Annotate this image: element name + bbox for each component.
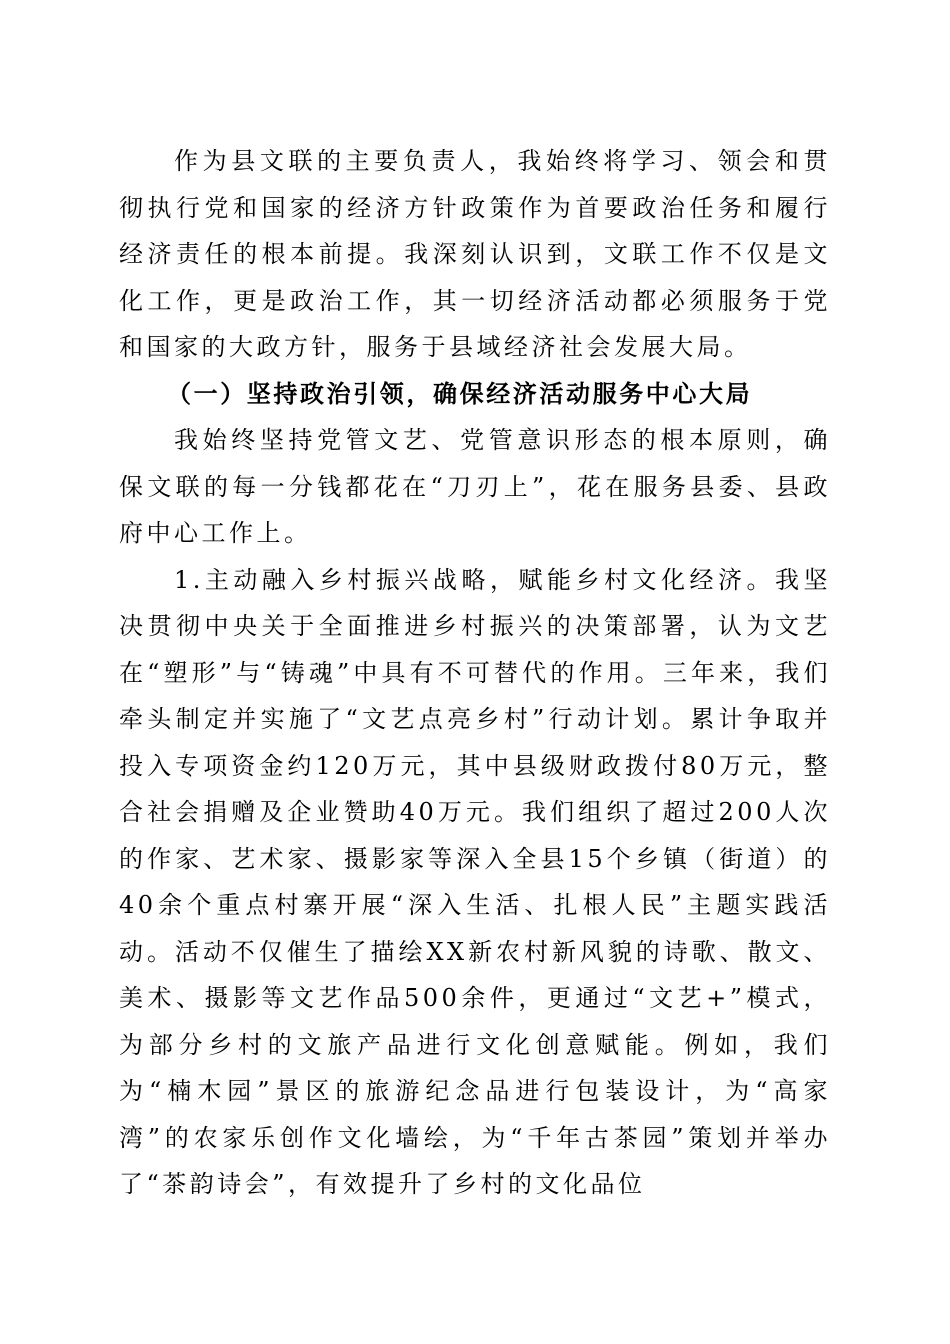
paragraph-intro: 作为县文联的主要负责人，我始终将学习、领会和贯彻执行党和国家的经济方针政策作为首要政治任务和履行经济责任的根本前提。我深刻认识到，文联工作不仅是文化工作，更是政治工作，其一切经济活动都必须服务于党和国家的大政方针，服务于县域经济社会发展大局。 [119, 147, 831, 361]
section-heading: （一）坚持政治引领，确保经济活动服务中心大局 [167, 378, 753, 408]
paragraph-rural-revitalization: 1.主动融入乡村振兴战略，赋能乡村文化经济。我坚决贯彻中央关于全面推进乡村振兴的决策部署，认为文艺在“塑形”与“铸魂”中具有不可替代的作用。三年来，我们牵头制定并实施了“文艺点亮乡村”行动计划。累计争取并投入专项资金约120万元，其中县级财政拨付80万元，整合社会捐赠及企业赞助40万元。我们组织了超过200人次的作家、艺术家、摄影家等深入全县15个乡镇（街道）的40余个重点村寨开展“深入生活、扎根人民”主题实践活动。活动不仅催生了描绘XX新农村新风貌的诗歌、散文、美术、摄影等文艺作品500余件，更通过“文艺+”模式，为部分乡村的文旅产品进行文化创意赋能。例如，我们为“楠木园”景区的旅游纪念品进行包装设计，为“高家湾”的农家乐创作文化墙绘，为“千年古茶园”策划并举办了“茶韵诗会”，有效提升了乡村的文化品位 [119, 565, 831, 1198]
paragraph-principle: 我始终坚持党管文艺、党管意识形态的根本原则，确保文联的每一分钱都花在“刀刃上”，花在服务县委、县政府中心工作上。 [119, 426, 831, 547]
document-body [119, 138, 831, 1208]
